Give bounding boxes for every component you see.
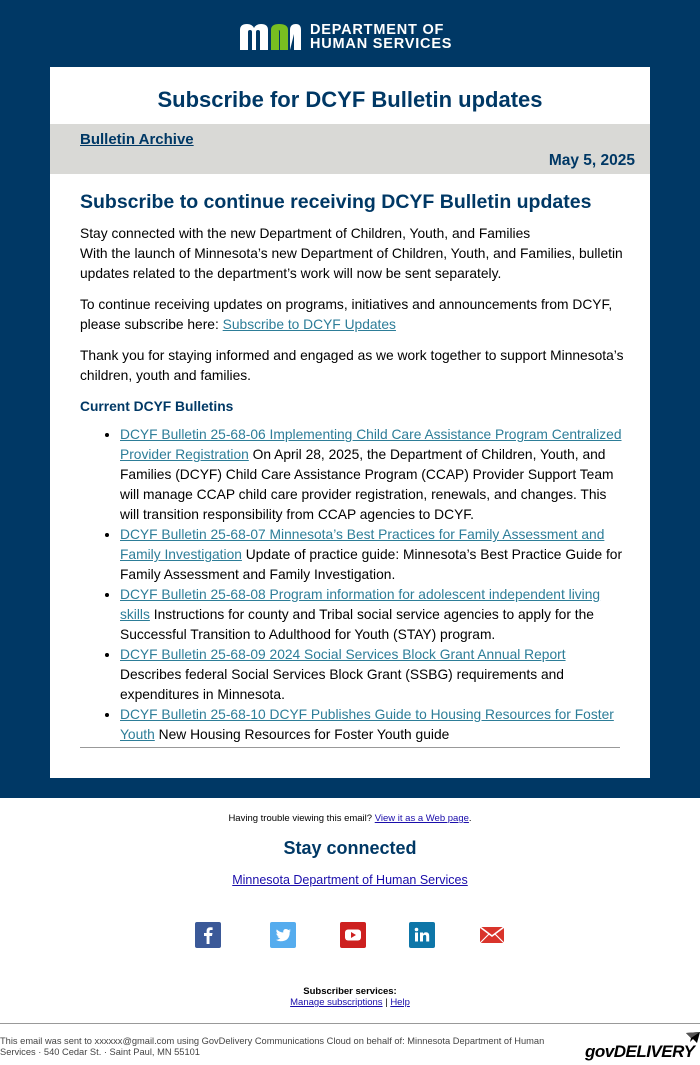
bulletin-desc: On April 28, 2025, the Department of Children, Youth, and Families (DCYF) Child Care Assistance Program (CCAP) Provider Support Team will manage CCAP child care provider registration, renewals, and changes. This will transition responsibility from CCAP agencies to DCYF. <box>120 447 614 522</box>
facebook-icon[interactable] <box>195 922 221 948</box>
linkedin-icon[interactable] <box>409 922 435 948</box>
govdelivery-logo[interactable] <box>585 1032 700 1064</box>
trouble-end: . <box>468 813 472 824</box>
logo-line-2: HUMAN SERVICES <box>310 36 453 52</box>
thanks-paragraph: Thank you for staying informed and engaged as we work together to support Minnesota’s children, youth and families. <box>80 348 624 383</box>
social-links <box>195 922 515 948</box>
legal-text: This email was sent to xxxxxx@gmail.com using GovDelivery Communications Cloud on behalf of: Minnesota Department of Human Services · 540 Cedar St. · Saint Paul, MN 55101 <box>0 1036 545 1057</box>
list-item <box>120 525 625 585</box>
bulletin-card <box>50 67 650 778</box>
bulletin-link[interactable]: DCYF Bulletin 25-68-08 Program information for adolescent independent living skills <box>120 587 601 622</box>
trouble-viewing <box>0 813 700 824</box>
bulletin-date: May 5, 2025 <box>548 152 635 169</box>
mn-logo-icon <box>238 22 302 52</box>
dhs-website-link[interactable]: Minnesota Department of Human Services <box>232 873 468 887</box>
bulletin-desc: Describes federal Social Services Block Grant (SSBG) requirements and expenditures in Minnesota. <box>120 667 564 702</box>
stay-connected-heading: Stay connected <box>283 838 417 858</box>
bulletin-link[interactable]: DCYF Bulletin 25-68-07 Minnesota’s Best Practices for Family Assessment and Family Investigation <box>120 527 605 562</box>
twitter-icon <box>270 922 296 948</box>
content-heading: Subscribe to continue receiving DCYF Bulletin updates <box>80 191 592 213</box>
list-item <box>120 705 625 745</box>
footer-divider <box>0 1023 700 1024</box>
dhs-logo[interactable] <box>238 20 452 54</box>
twitter-icon[interactable] <box>270 922 296 948</box>
manage-subscriptions-link[interactable]: Manage subscriptions <box>290 997 383 1008</box>
subscribe-paragraph <box>80 295 625 335</box>
bulletins-list <box>120 425 625 745</box>
link-separator: | <box>382 997 391 1008</box>
logo-line-1: DEPARTMENT OF <box>310 22 445 38</box>
subscribe-dcyf-link[interactable]: Subscribe to DCYF Updates <box>222 317 396 332</box>
facebook-icon <box>195 922 221 948</box>
bulletin-desc: Update of practice guide: Minnesota’s Best Practice Guide for Family Assessment and Family Investigation. <box>120 547 623 582</box>
intro-line-1: Stay connected with the new Department of Children, Youth, and Families <box>80 226 531 241</box>
trouble-text: Having trouble viewing this email? <box>228 813 375 824</box>
linkedin-icon <box>409 922 435 948</box>
card-title: Subscribe for DCYF Bulletin updates <box>157 87 543 112</box>
intro-line-2: With the launch of Minnesota’s new Department of Children, Youth, and Families, bulletin updates related to the department’s work will now be sent separately. <box>80 246 623 281</box>
envelope-icon <box>686 1032 700 1044</box>
logo-text <box>310 23 452 51</box>
email-icon <box>479 922 505 948</box>
bulletin-content <box>80 190 625 745</box>
bulletin-desc: New Housing Resources for Foster Youth guide <box>154 727 450 742</box>
content-divider <box>80 747 620 748</box>
bulletin-link[interactable]: DCYF Bulletin 25-68-06 Implementing Child Care Assistance Program Centralized Provider Registration <box>120 427 622 462</box>
help-link[interactable]: Help <box>390 997 410 1008</box>
subscriber-links <box>0 997 700 1008</box>
view-web-page-link[interactable]: View it as a Web page <box>374 813 469 824</box>
email-icon[interactable] <box>479 922 505 948</box>
archive-bar <box>50 124 650 174</box>
youtube-icon[interactable] <box>340 922 366 948</box>
subscriber-services <box>0 986 700 1008</box>
bulletin-archive-link[interactable]: Bulletin Archive <box>80 131 194 148</box>
bulletin-link[interactable]: DCYF Bulletin 25-68-09 2024 Social Services Block Grant Annual Report <box>120 647 566 662</box>
intro-paragraph <box>80 224 625 284</box>
list-item <box>120 425 625 525</box>
bulletins-heading: Current DCYF Bulletins <box>80 399 234 414</box>
subscribe-text: To continue receiving updates on programs, initiatives and announcements from DCYF, please subscribe here: <box>80 297 613 332</box>
youtube-icon <box>340 922 366 948</box>
bulletin-desc: Instructions for county and Tribal social service agencies to apply for the Successful Transition to Adulthood for Youth (STAY) program. <box>120 607 594 642</box>
govdelivery-wordmark: govDELIVERY <box>585 1042 695 1061</box>
subscriber-heading: Subscriber services: <box>303 986 397 997</box>
list-item <box>120 645 625 705</box>
bulletin-link[interactable]: DCYF Bulletin 25-68-10 DCYF Publishes Guide to Housing Resources for Foster Youth <box>120 707 614 742</box>
list-item <box>120 585 625 645</box>
